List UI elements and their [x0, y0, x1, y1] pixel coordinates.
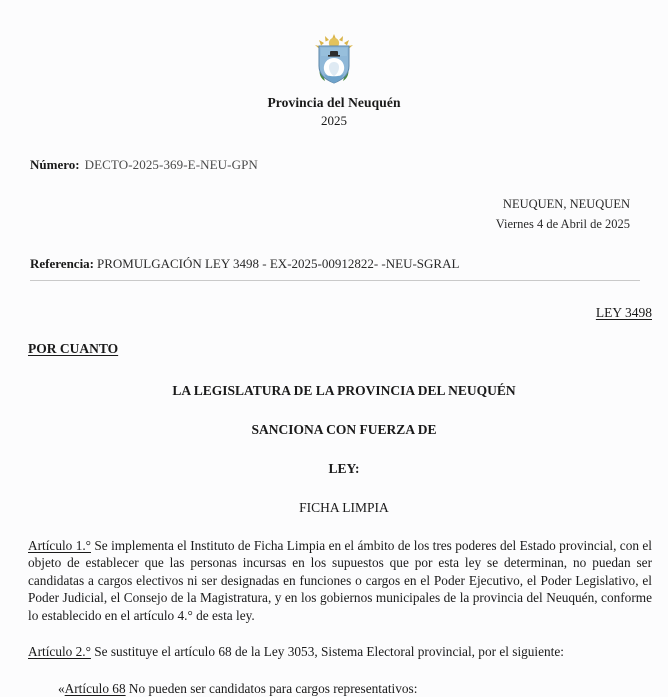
- referencia-value: PROMULGACIÓN LEY 3498 - EX-2025-00912822- -NEU-SGRAL: [97, 256, 460, 272]
- numero-row: [30, 156, 640, 174]
- article-2-text: Se sustituye el artículo 68 de la Ley 3053, Sistema Electoral provincial, por el siguiente:: [90, 644, 564, 660]
- por-cuanto-wrap: [28, 321, 660, 358]
- province-name: Provincia del Neuquén: [267, 95, 401, 110]
- quoted-article-label: Artículo 68: [64, 680, 126, 696]
- article-1-label: Artículo 1.°: [28, 537, 91, 553]
- article-2-label: Artículo 2.°: [28, 644, 91, 660]
- heading-sanciona: SANCIONA CON FUERZA DE: [251, 422, 437, 437]
- header-divider: [30, 280, 640, 281]
- document-meta-block: [0, 156, 668, 281]
- document-masthead: [0, 0, 668, 129]
- heading-legislature: LA LEGISLATURA DE LA PROVINCIA DEL NEUQUÉN: [172, 382, 516, 398]
- article-1-text: Se implementa el Instituto de Ficha Limpia en el ámbito de los tres poderes del Estado provincial, con el objeto de establecer que las personas incursas en los supuestos que por esta ley se determinan, no puedan ser candidatas a cargos electivos ni ser designadas en funciones o cargos en el Poder Ejecutivo, el Poder Legislativo, el Poder Judicial, el Consejo de la Magistratura, y en los gobiernos municipales de la provincia del Neuquén, conforme lo establecido en el artículo 4.° de esta ley.: [28, 537, 652, 623]
- heading-ley: LEY:: [328, 461, 360, 477]
- date-text: Viernes 4 de Abril de 2025: [495, 216, 630, 231]
- place-date-block: [30, 195, 640, 234]
- article-2: [28, 643, 660, 661]
- referencia-row: [30, 255, 640, 273]
- law-subject: FICHA LIMPIA: [299, 500, 389, 516]
- article-1: [28, 537, 660, 625]
- por-cuanto-heading: POR CUANTO: [28, 340, 119, 356]
- quoted-article-text: No pueden ser candidatos para cargos representativos:: [125, 680, 418, 696]
- document-body: [0, 305, 668, 697]
- place-text: NEUQUEN, NEUQUEN: [502, 197, 630, 212]
- referencia-label: Referencia:: [30, 256, 95, 272]
- numero-label: Número:: [30, 156, 80, 172]
- neuquen-coat-of-arms-icon: [312, 34, 356, 84]
- quoted-article-68: [58, 680, 660, 697]
- numero-value: DECTO-2025-369-E-NEU-GPN: [84, 156, 258, 172]
- document-year: 2025: [321, 113, 347, 129]
- law-number: [28, 305, 660, 321]
- quote-open-mark: «: [58, 680, 65, 696]
- law-number-text: LEY 3498: [595, 304, 652, 320]
